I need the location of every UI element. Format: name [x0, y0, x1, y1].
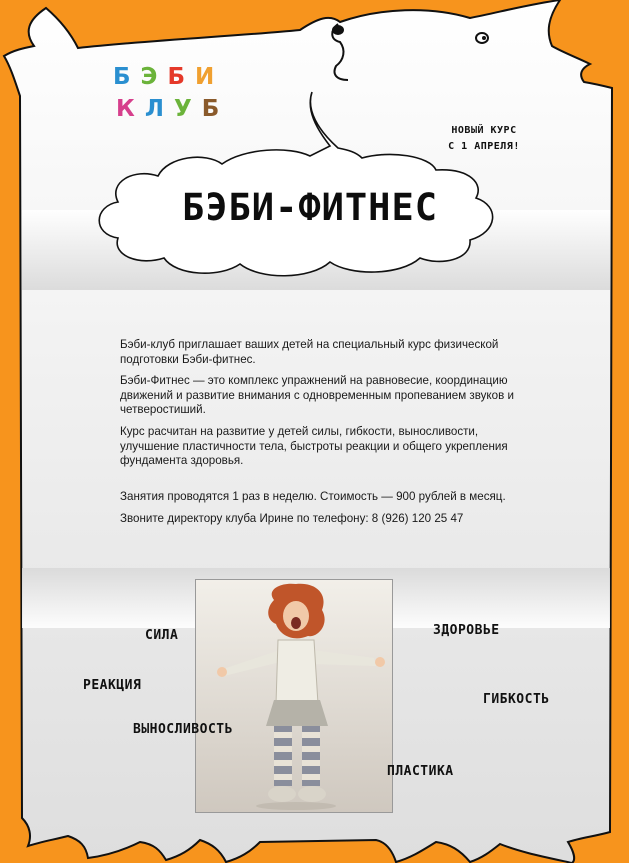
bear-pupil [482, 36, 486, 40]
keyword-health: ЗДОРОВЬЕ [433, 623, 500, 638]
logo-letter-3: Б [167, 64, 186, 90]
jumping-girl-photo [195, 579, 393, 813]
logo-letter-2: Э [140, 64, 159, 90]
bear-nose [332, 25, 344, 35]
course-announcement [431, 123, 537, 155]
keyword-reaction: РЕАКЦИЯ [83, 678, 142, 693]
logo-letter-4: И [195, 64, 216, 90]
keyword-strength: СИЛА [145, 628, 179, 643]
description-paragraph-1: Бэби-клуб приглашает ваших детей на специальный курс физической подготовки Бэби-фитнес. [120, 338, 499, 366]
course-description [120, 338, 530, 476]
logo-letter-7: У [173, 96, 193, 122]
keyword-flexibility: ГИБКОСТЬ [483, 692, 550, 707]
logo-letter-6: Л [144, 96, 165, 122]
logo-line1 [113, 64, 215, 90]
logo-line2 [116, 96, 220, 122]
contact-line: Звоните директору клуба Ирине по телефону: 8 (926) 120 25 47 [120, 512, 464, 525]
logo-letter-5: К [116, 96, 136, 122]
photo-illustration [196, 580, 392, 812]
schedule-line: Занятия проводятся 1 раз в неделю. Стоимость — 900 рублей в месяц. [120, 490, 506, 503]
page-title: БЭБИ-ФИТНЕС [181, 186, 439, 229]
schedule-info [120, 490, 540, 534]
logo-letter-1: Б [113, 64, 132, 90]
logo-letter-8: Б [201, 96, 221, 122]
announcement-line2: С 1 АПРЕЛЯ! [448, 141, 520, 152]
announcement-line1: НОВЫЙ КУРС [451, 125, 517, 136]
description-paragraph-3: Курс расчитан на развитие у детей силы, гибкости, выносливости, улучшение пластичности тела, быстроты реакции и общего укрепления фундамента здоровья. [120, 424, 508, 468]
description-paragraph-2: Бэби-Фитнес — это комплекс упражнений на равновесие, координацию движений и развитие внимания с одновременным пропеванием звуков и четверостиший. [120, 374, 514, 417]
keyword-plasticity: ПЛАСТИКА [387, 764, 454, 779]
keyword-endurance: ВЫНОСЛИВОСТЬ [133, 722, 233, 737]
